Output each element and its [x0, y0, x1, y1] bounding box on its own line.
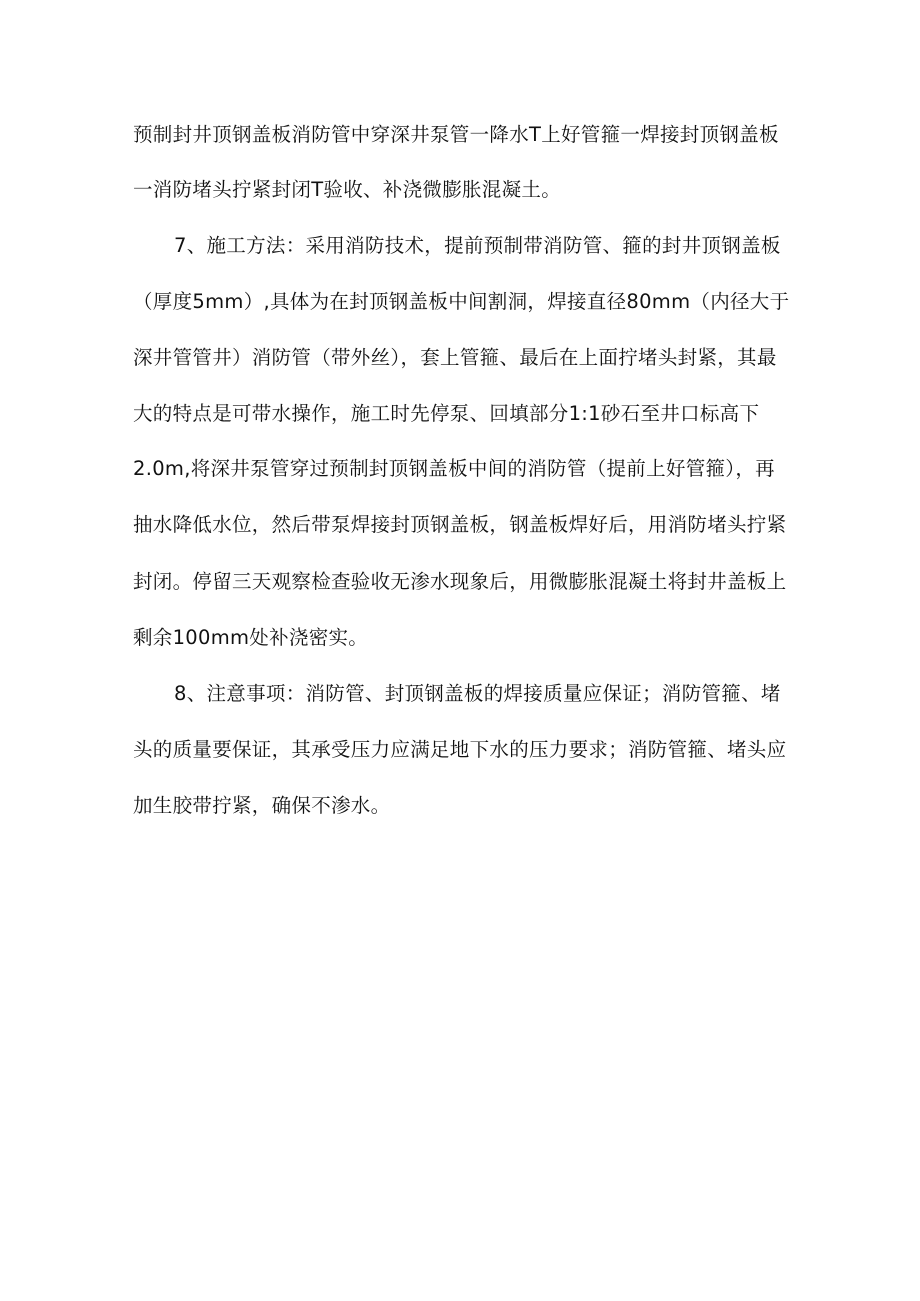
text-line: 剩余100mm处补浇密实。 [133, 626, 369, 649]
text-line: 一消防堵头拧紧封闭T验收、补浇微膨胀混凝土。 [133, 178, 562, 201]
text-line: 封闭。停留三天观察检查验收无渗水现象后，用微膨胀混凝土将封井盖板上 [133, 570, 787, 593]
text-line: （厚度5mm）,具体为在封顶钢盖板中间割洞，焊接直径80mm（内径大于 [133, 290, 790, 313]
text-line: 大的特点是可带水操作，施工时先停泵、回填部分1:1砂石至井口标高下 [133, 402, 760, 425]
text-line: 预制封井顶钢盖板消防管中穿深井泵管一降水T上好管箍一焊接封顶钢盖板 [133, 123, 779, 146]
text-line: 头的质量要保证，其承受压力应满足地下水的压力要求；消防管箍、堵头应 [133, 738, 787, 761]
text-line: 2.0m,将深井泵管穿过预制封顶钢盖板中间的消防管（提前上好管箍），再 [133, 457, 775, 480]
section-heading-line: 7、施工方法：采用消防技术，提前预制带消防管、箍的封井顶钢盖板 [174, 234, 781, 257]
text-line: 加生胶带拧紧，确保不渗水。 [133, 794, 391, 817]
section-heading-line: 8、注意事项：消防管、封顶钢盖板的焊接质量应保证；消防管箍、堵 [174, 682, 781, 705]
text-line: 抽水降低水位，然后带泵焊接封顶钢盖板，钢盖板焊好后，用消防堵头拧紧 [133, 513, 787, 536]
text-line: 深井管管井）消防管（带外丝），套上管箍、最后在上面拧堵头封紧，其最 [133, 346, 777, 369]
